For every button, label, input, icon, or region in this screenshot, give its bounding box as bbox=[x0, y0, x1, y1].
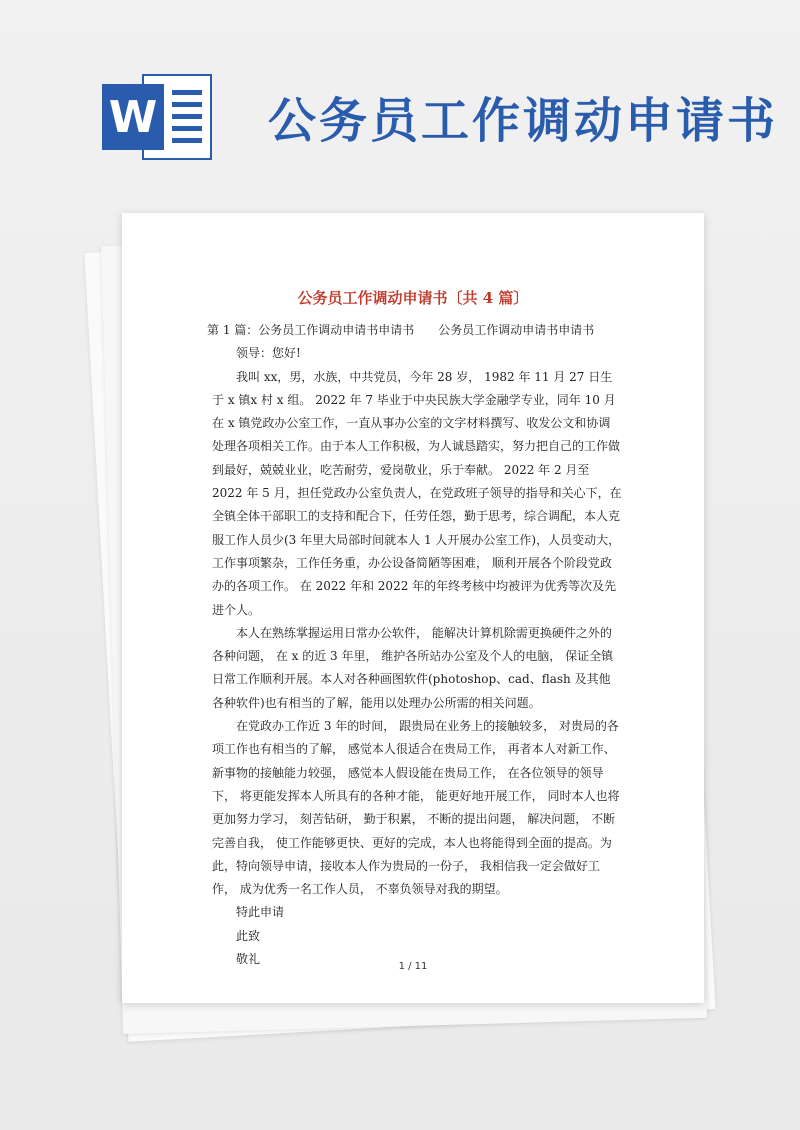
paragraph-1: 我叫 xx，男，水族，中共党员，今年 28 岁， 1982 年 11 月 27 日生于 x 镇x 村 x 组。 2022 年 7 毕业于中央民族大学金融学专业，同年 10 月在 x 镇党政办公室工作，一直从事办公室的文字材料撰写、收发公文和协调处理各项相关工作。由于本人工作积极，为人诚恳踏实，努力把自己的工作做到最好，兢兢业业，吃苦耐劳，爱岗敬业，乐于奉献。 2022 年 2 月至 2022 年 5 月，担任党政办公室负责人，在党政班子领导的指导和关心下，在全镇全体干部职工的支持和配合下，任劳任怨，勤于思考，综合调配，本人克服工作人员少(3 年里大局部时间就本人 1 人开展办公室工作)，人员变动大，工作事项繁杂，工作任务重，办公设备简陋等困难， 顺利开展各个阶段党政办的各项工作。 在 2022 年和 2022 年的年终考核中均被评为优秀等次及先进个人。 bbox=[212, 369, 622, 617]
paragraph-3: 在党政办工作近 3 年的时间， 跟贵局在业务上的接触较多， 对贵局的各项工作也有相当的了解， 感觉本人很适合在贵局工作， 再者本人对新工作、 新事物的接触能力较强， 感觉本人假设能在贵局工作， 在各位领导的领导下， 将更能发挥本人所具有的各种才能， 能更好地开展工作， 同时本人也将更加努力学习， 刻苦钻研， 勤于积累， 不断的提出问题， 解决问题， 不断完善自我， 使工作能够更快、更好的完成，本人也将能得到全面的提高。为此，特向领导申请，接收本人作为贵局的一份子， 我相信我一定会做好工作， 成为优秀一名工作人员， 不辜负领导对我的期望。 bbox=[212, 719, 620, 897]
document-page bbox=[122, 213, 704, 1003]
page-number: 1 / 11 bbox=[398, 961, 428, 972]
word-logo-letter: W bbox=[102, 84, 164, 150]
document-body bbox=[207, 319, 622, 971]
word-logo bbox=[102, 74, 214, 160]
closing-salute: 敬礼 bbox=[236, 952, 261, 967]
paragraph-2: 本人在熟练掌握运用日常办公软件， 能解决计算机除需更换硬件之外的各种问题， 在 x 的近 3 年里， 维护各所站办公室及个人的电脑， 保证全镇日常工作顺利开展。本人对各种画图软件(photoshop、cad、flash 及其他各种软件)也有相当的了解，能用以处理办公所需的相关问题。 bbox=[212, 625, 614, 710]
closing-regards: 此致 bbox=[236, 928, 261, 943]
salutation: 领导：您好! bbox=[236, 346, 301, 361]
banner-title: 公务员工作调动申请书 bbox=[268, 93, 779, 149]
document-title: 公务员工作调动申请书〔共 4 篇〕 bbox=[297, 289, 529, 307]
closing-request: 特此申请 bbox=[236, 905, 285, 920]
document-heading: 第 1 篇：公务员工作调动申请书申请书 公务员工作调动申请书申请书 bbox=[207, 323, 595, 337]
